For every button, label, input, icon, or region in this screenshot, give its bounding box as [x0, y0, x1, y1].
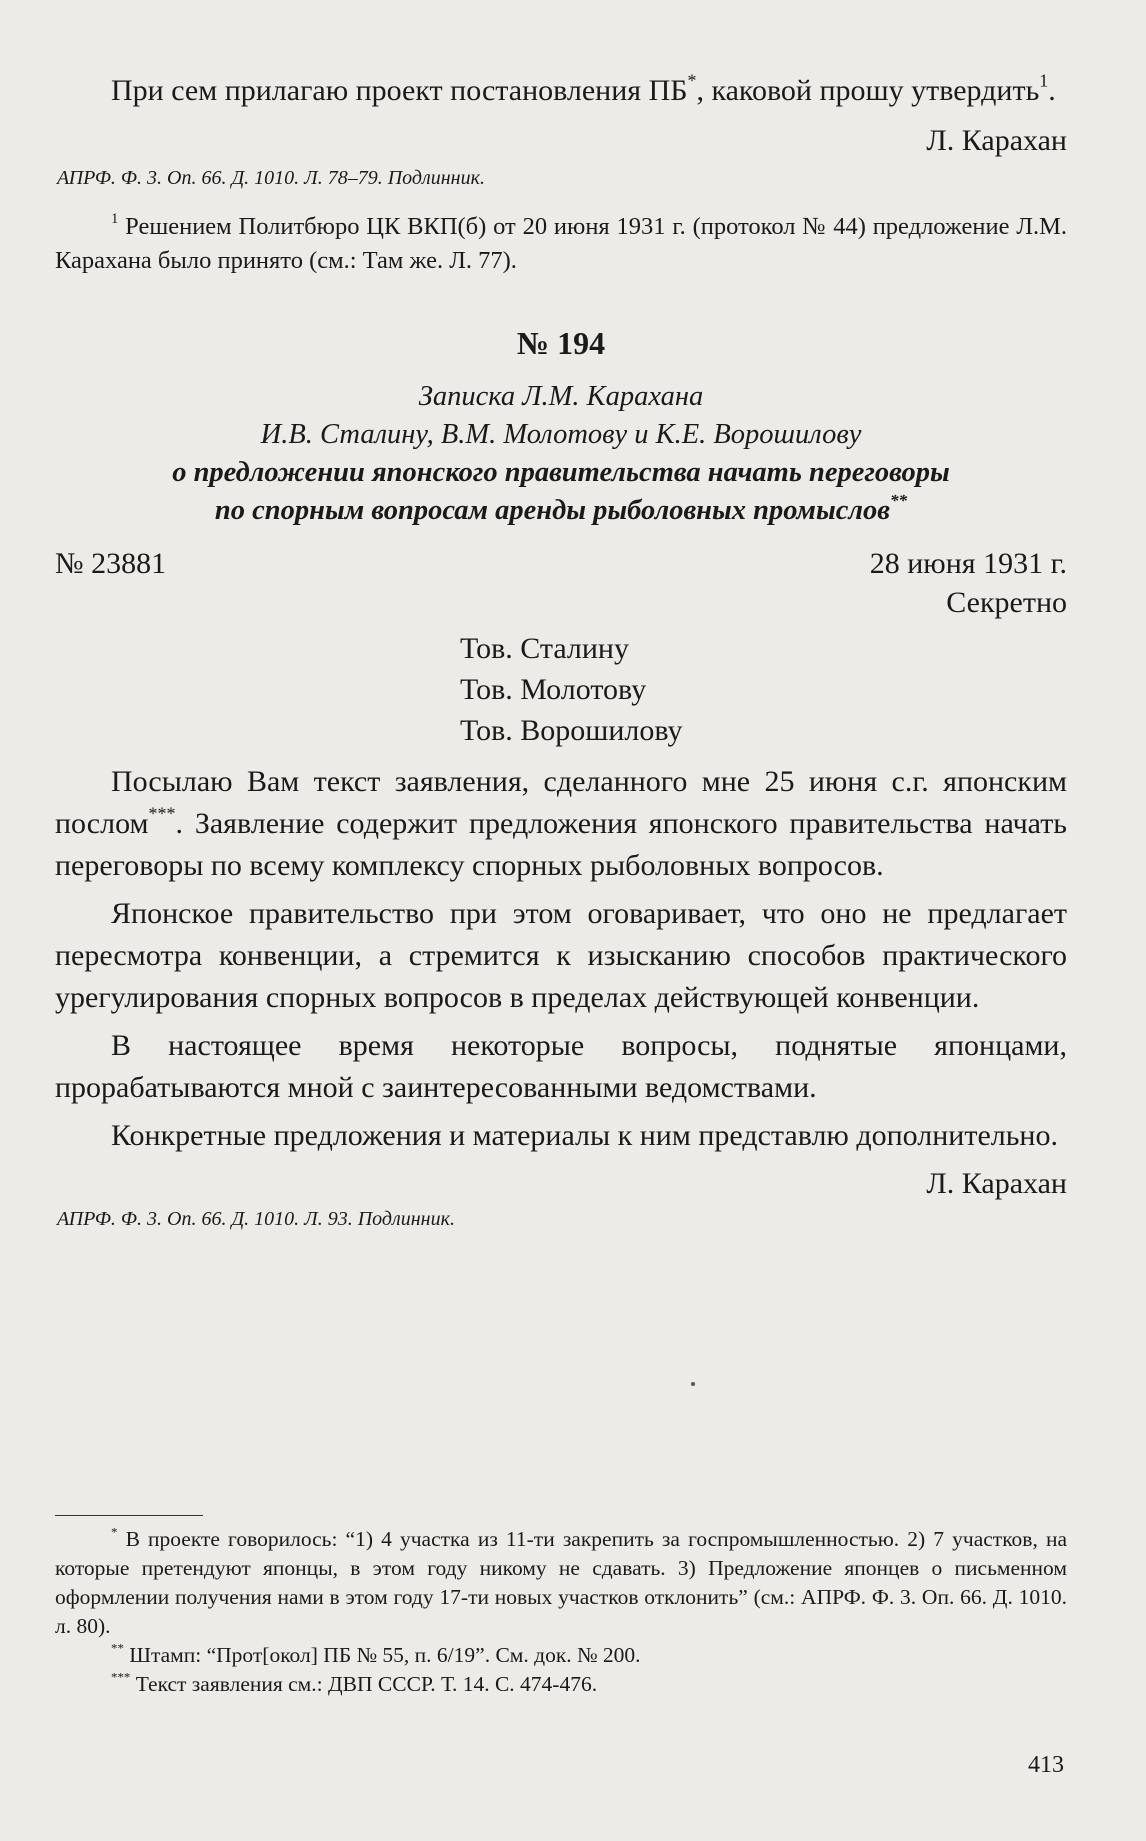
addressee: Тов. Сталину — [460, 632, 629, 665]
title-line: Записка Л.М. Карахана — [418, 381, 704, 412]
prev-doc-text: , каковой прошу утвердить — [696, 74, 1040, 107]
footnote-mark: 1 — [111, 210, 119, 227]
document-title — [55, 378, 1067, 530]
prev-doc-footnote — [55, 210, 1067, 278]
footnote-separator — [55, 1515, 203, 1516]
footnote-mark: *** — [111, 1670, 131, 1685]
body-paragraph: В настоящее время некоторые вопросы, поднятые японцами, прорабатываются мной с заинтересованными ведомствами. — [55, 1029, 1067, 1104]
title-line: И.В. Сталину, В.М. Молотову и К.Е. Ворошилову — [260, 419, 862, 450]
footnote-ref: ** — [889, 491, 908, 511]
document-number: № 194 — [516, 325, 606, 361]
addressee-block — [55, 628, 1067, 751]
document-signature: Л. Карахан — [926, 1167, 1067, 1200]
footnote-ref: 1 — [1039, 70, 1049, 91]
registration-number: № 23881 — [55, 547, 167, 580]
footnote-mark: * — [111, 1525, 118, 1540]
prev-doc-archive: АПРФ. Ф. 3. Оп. 66. Д. 1010. Л. 78–79. Подлинник. — [57, 167, 485, 189]
footnote-ref: * — [687, 70, 697, 91]
document-meta — [55, 544, 1067, 584]
prev-doc-text: . — [1048, 74, 1056, 107]
prev-doc-signature: Л. Карахан — [926, 124, 1067, 157]
prev-doc-text: При сем прилагаю проект постановления ПБ — [111, 74, 688, 107]
footnote-text: Штамп: “Прот[окол] ПБ № 55, п. 6/19”. См. док. № 200. — [123, 1643, 641, 1667]
footnote — [55, 1525, 1067, 1641]
body-paragraph: Японское правительство при этом оговаривает, что оно не предлагает пересмотра конвенции, а стремится к изысканию способов практического урегулирования спорных вопросов в пределах действующей конвенции. — [55, 897, 1067, 1014]
title-text: по спорным вопросам аренды рыболовных промыслов — [214, 495, 890, 526]
footnote-ref: *** — [148, 803, 176, 824]
footnote-text: В проекте говорилось: “1) 4 участка из 11-ти закрепить за госпромышленностью. 2) 7 участков, на которые претендуют японцы, в этом году никому не сдавать. 3) Предложение японцев о письменном оформлении получения нами в этом году 17-ти новых участков отклонить” (см.: АПРФ. Ф. 3. Оп. 66. Д. 1010. л. 80). — [55, 1527, 1067, 1638]
page-number: 413 — [1028, 1752, 1064, 1778]
title-line — [55, 492, 1067, 530]
footnote-text: Текст заявления см.: ДВП СССР. Т. 14. С. 474-476. — [130, 1672, 598, 1696]
footnote-text: Решением Политбюро ЦК ВКП(б) от 20 июня 1931 г. (протокол № 44) предложение Л.М. Карахана было принято (см.: Там же. Л. 77). — [55, 213, 1067, 274]
title-line: о предложении японского правительства начать переговоры — [172, 457, 950, 488]
footnotes — [55, 1525, 1067, 1699]
footnote-mark: ** — [111, 1641, 124, 1656]
stray-mark — [691, 1382, 695, 1386]
footnote — [55, 1670, 1067, 1699]
document-date: 28 июня 1931 г. — [869, 547, 1067, 580]
footnote — [55, 1641, 1067, 1670]
classification-label: Секретно — [946, 586, 1067, 619]
document-archive: АПРФ. Ф. 3. Оп. 66. Д. 1010. Л. 93. Подлинник. — [57, 1208, 455, 1230]
addressee: Тов. Ворошилову — [460, 714, 683, 747]
paragraph-text: Посылаю Вам текст заявления, сделанного мне 25 июня с.г. японским послом — [55, 765, 1067, 840]
prev-doc-paragraph — [55, 70, 1067, 112]
body-paragraph — [55, 761, 1067, 887]
paragraph-text: . Заявление содержит предложения японского правительства начать переговоры по всему комплексу спорных рыболовных вопросов. — [55, 807, 1067, 882]
addressee: Тов. Молотову — [460, 673, 647, 706]
page-content — [55, 70, 1067, 1233]
body-paragraph: Конкретные предложения и материалы к ним представлю дополнительно. — [111, 1119, 1058, 1152]
